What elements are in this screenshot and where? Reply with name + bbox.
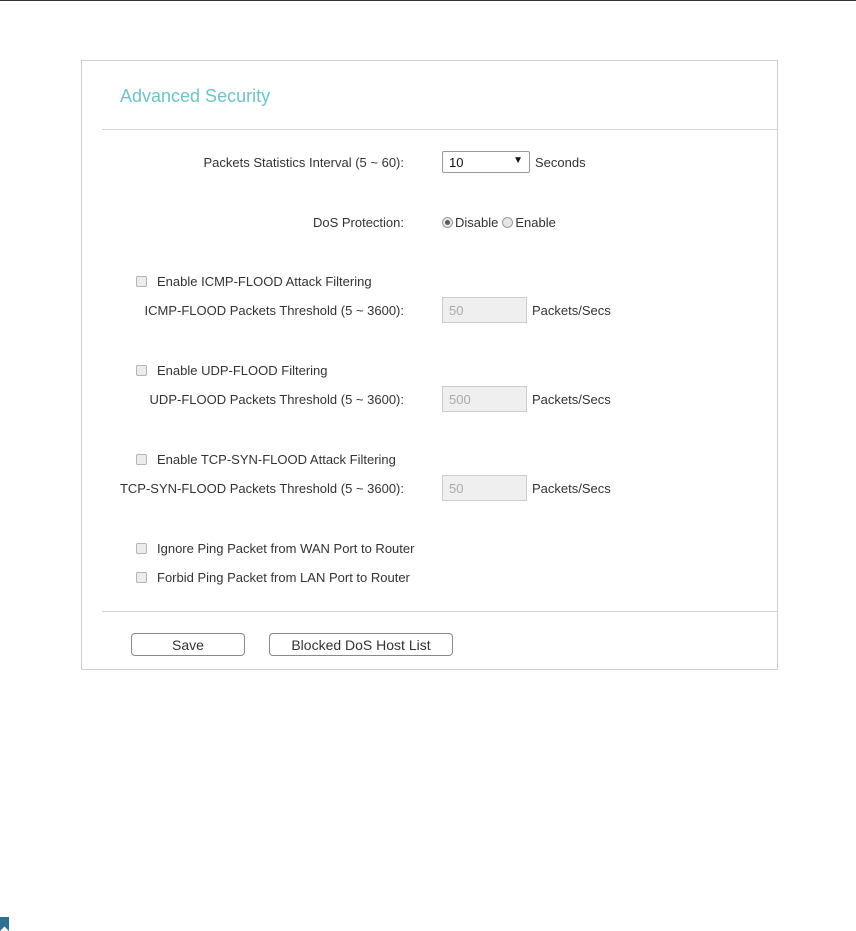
tcp-threshold-row (82, 476, 777, 502)
udp-threshold-unit: Packets/Secs (532, 391, 611, 407)
tcp-threshold-unit: Packets/Secs (532, 480, 611, 496)
dos-disable-radio[interactable] (442, 217, 453, 228)
udp-threshold-control (442, 387, 611, 411)
dos-row (82, 210, 777, 236)
tcp-threshold-control (442, 476, 611, 500)
icmp-threshold-unit: Packets/Secs (532, 302, 611, 318)
interval-select[interactable] (442, 151, 530, 173)
interval-label: Packets Statistics Interval (5 ~ 60): (203, 155, 404, 170)
udp-flood-checkbox[interactable] (136, 365, 147, 376)
advanced-security-panel (81, 60, 778, 670)
blocked-dos-host-list-button[interactable]: Blocked DoS Host List (269, 633, 453, 656)
top-divider (0, 0, 856, 1)
udp-checkbox-row (136, 361, 328, 379)
ignore-wan-ping-label[interactable]: Ignore Ping Packet from WAN Port to Router (157, 540, 415, 556)
footer-divider (102, 611, 777, 612)
dos-enable-label[interactable]: Enable (515, 214, 556, 230)
dos-enable-radio[interactable] (502, 217, 513, 228)
tcp-syn-flood-checkbox-label[interactable]: Enable TCP-SYN-FLOOD Attack Filtering (157, 451, 396, 467)
dos-radio-group (442, 210, 560, 234)
header-divider (102, 129, 777, 130)
bookmark-icon (0, 917, 9, 931)
udp-threshold-label: UDP-FLOOD Packets Threshold (5 ~ 3600): (149, 392, 404, 407)
udp-threshold-row (82, 387, 777, 413)
forbid-lan-ping-checkbox[interactable] (136, 572, 147, 583)
dos-label: DoS Protection: (312, 215, 404, 230)
interval-row (82, 150, 777, 176)
tcp-threshold-label: TCP-SYN-FLOOD Packets Threshold (5 ~ 3600): (119, 481, 404, 496)
udp-threshold-input[interactable]: 500 (442, 386, 527, 412)
tcp-syn-flood-checkbox[interactable] (136, 454, 147, 465)
icmp-threshold-row (82, 298, 777, 324)
ignore-ping-row (136, 539, 414, 557)
forbid-lan-ping-label[interactable]: Forbid Ping Packet from LAN Port to Router (157, 569, 410, 585)
chevron-down-icon: ▼ (513, 155, 523, 166)
panel-title: Advanced Security (120, 86, 271, 106)
icmp-threshold-label: ICMP-FLOOD Packets Threshold (5 ~ 3600): (144, 303, 404, 318)
icmp-checkbox-row (136, 272, 372, 290)
forbid-ping-row (136, 568, 410, 586)
udp-flood-checkbox-label[interactable]: Enable UDP-FLOOD Filtering (157, 362, 328, 378)
interval-select-value: 10 (449, 155, 464, 170)
tcp-threshold-input[interactable]: 50 (442, 475, 527, 501)
icmp-threshold-control (442, 298, 611, 322)
icmp-flood-checkbox-label[interactable]: Enable ICMP-FLOOD Attack Filtering (157, 273, 372, 289)
icmp-flood-checkbox[interactable] (136, 276, 147, 287)
ignore-wan-ping-checkbox[interactable] (136, 543, 147, 554)
icmp-threshold-input[interactable]: 50 (442, 297, 527, 323)
interval-control (442, 150, 586, 174)
tcp-checkbox-row (136, 450, 396, 468)
dos-disable-label[interactable]: Disable (455, 214, 499, 230)
interval-unit: Seconds (535, 154, 586, 170)
save-button[interactable]: Save (131, 633, 245, 656)
